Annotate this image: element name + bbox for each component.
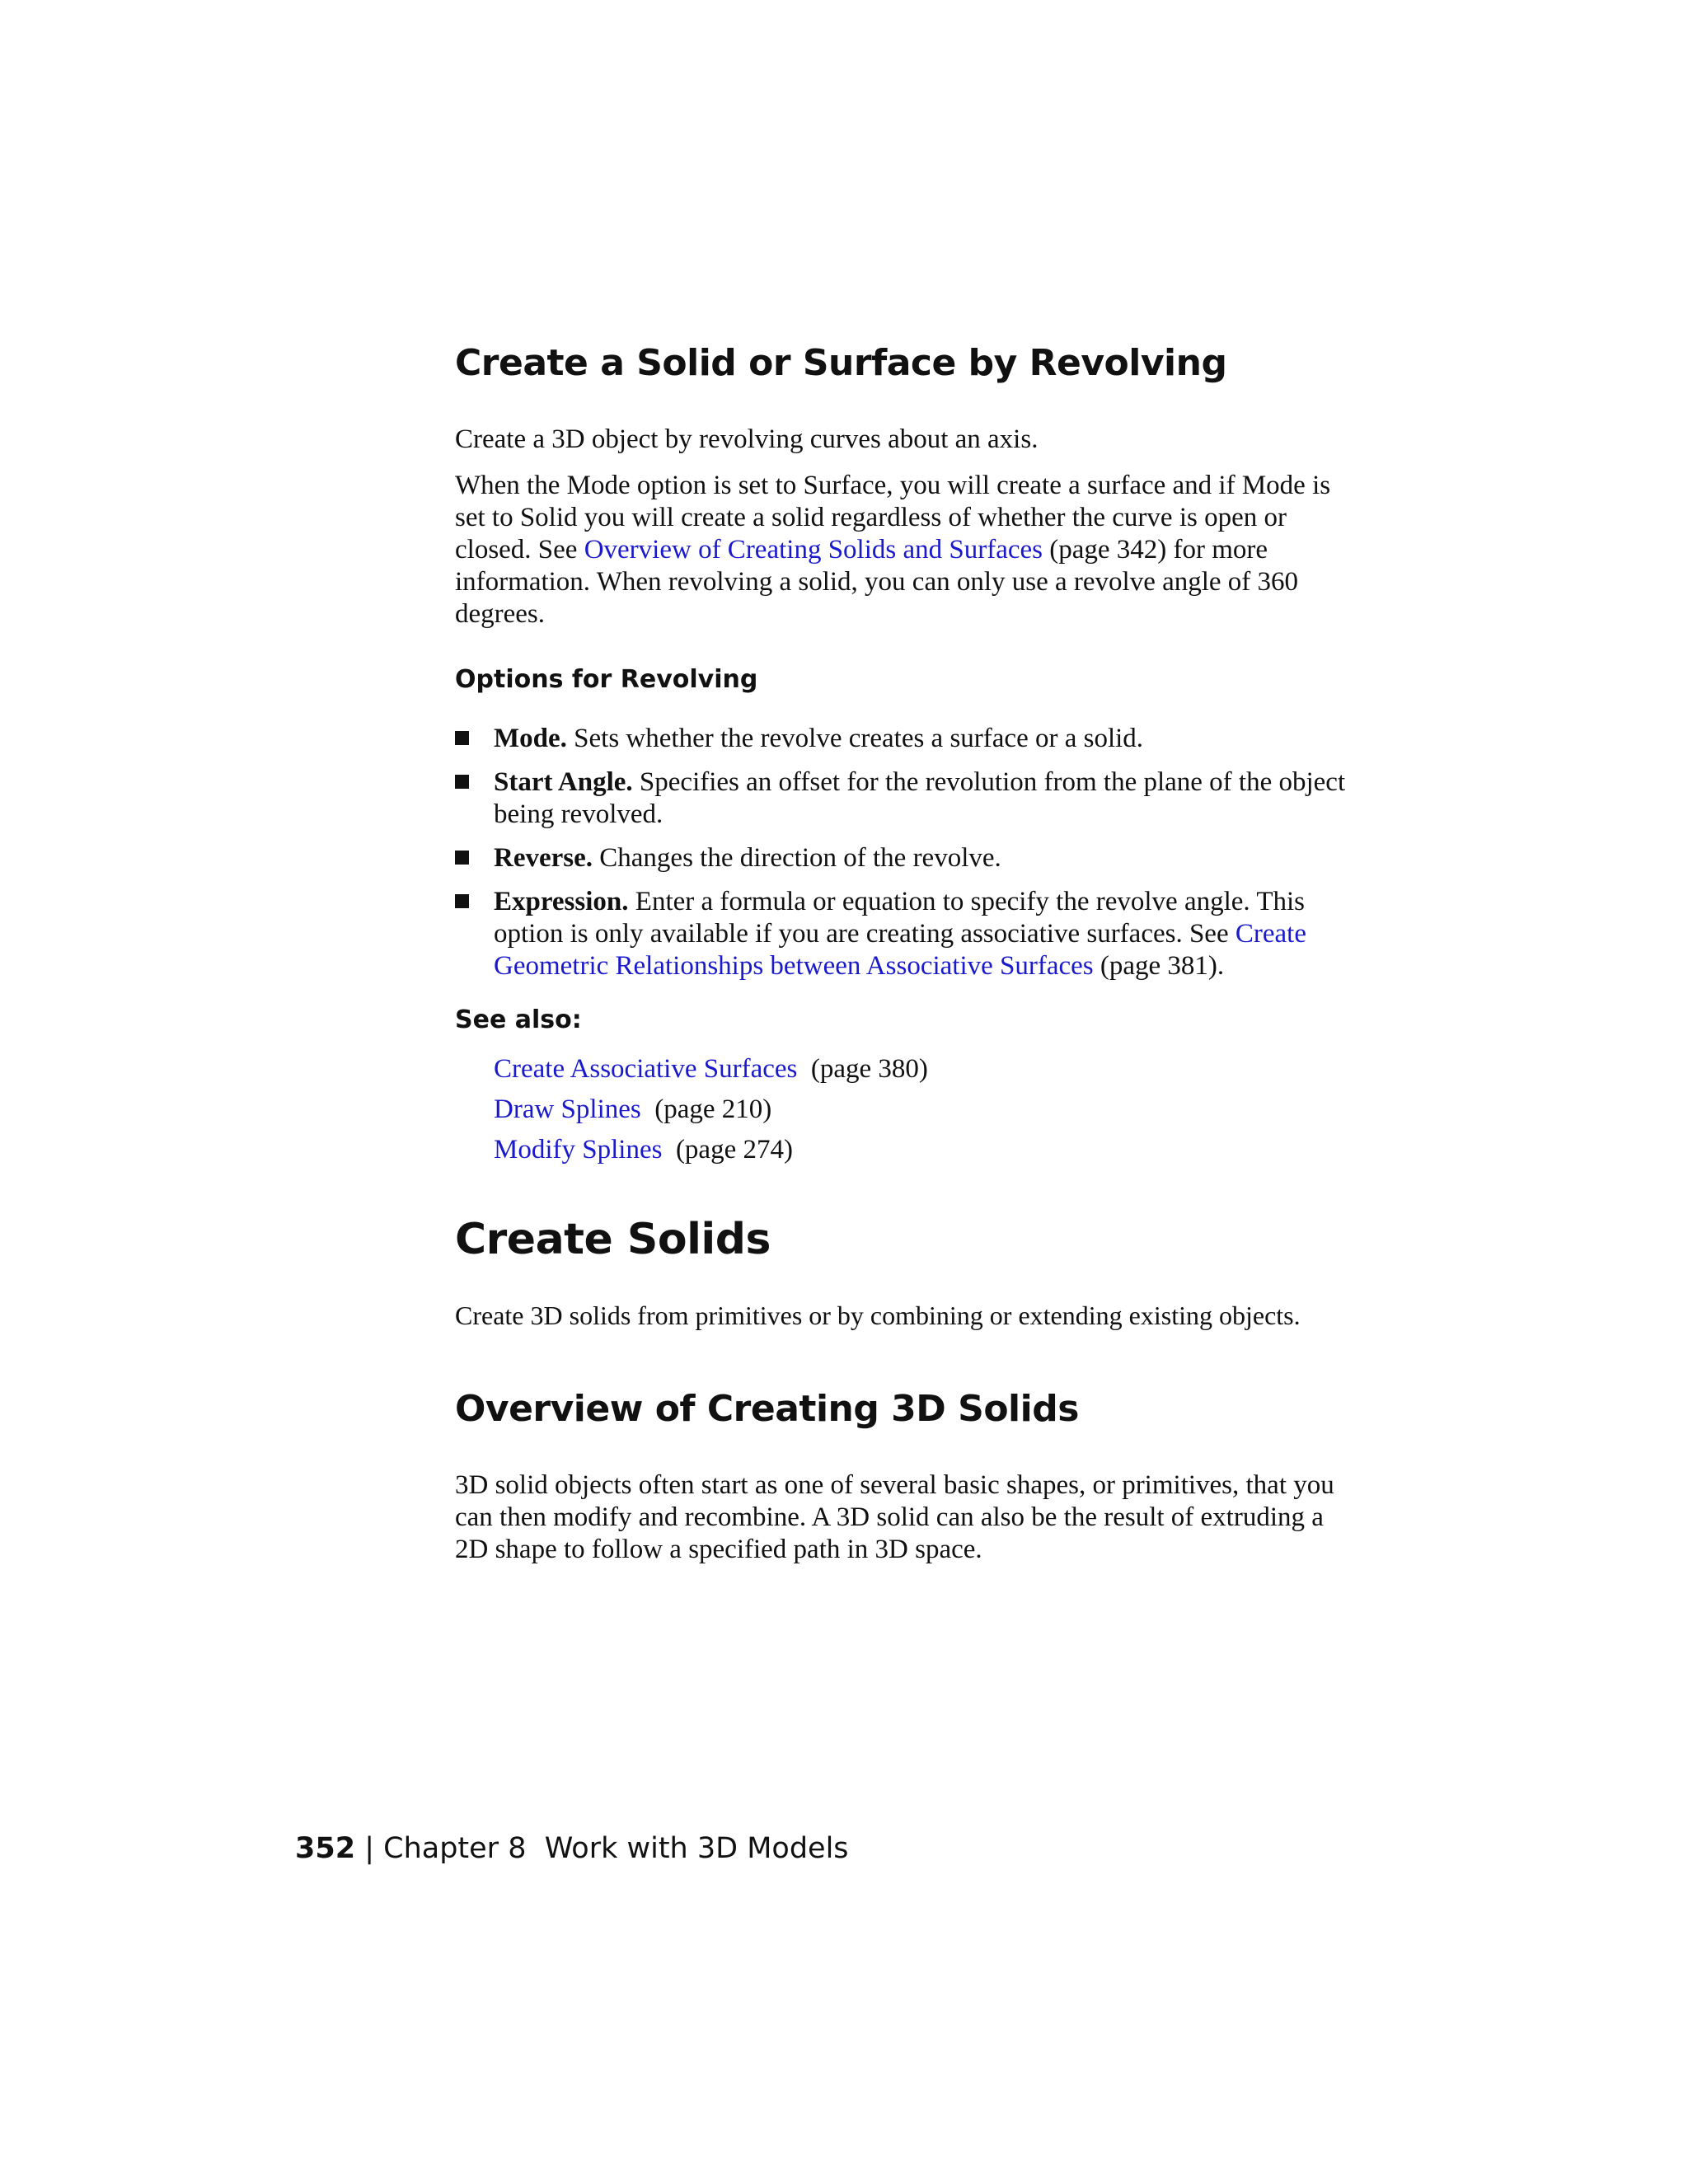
square-bullet-icon (455, 731, 469, 745)
options-heading: Options for Revolving (455, 664, 758, 694)
page-footer (295, 1831, 849, 1866)
option-item-start-angle (455, 766, 1353, 831)
see-also-heading: See also: (455, 1005, 582, 1034)
option-text: Specifies an offset for the revolution from the plane of the object being revolved. (494, 766, 1346, 829)
option-text: Sets whether the revolve creates a surface or a solid. (566, 723, 1144, 753)
options-list (455, 723, 1353, 982)
section-title-overview-3d-solids: Overview of Creating 3D Solids (455, 1388, 1079, 1431)
option-item-mode (455, 723, 1353, 755)
see-also-list (455, 1053, 1353, 1166)
see-also-page: (page 274) (675, 1134, 793, 1165)
footer-separator: | (364, 1832, 374, 1865)
overview-3d-solids-body: 3D solid objects often start as one of several basic shapes, or primitives, that you can then modify and recombine. A 3D solid can also be the result of extruding a 2D shape to follow a specified path in 3D space. (455, 1469, 1334, 1564)
see-also-item (494, 1134, 1353, 1166)
option-item-reverse (455, 842, 1353, 874)
create-solids-intro: Create 3D solids from primitives or by combining or extending existing objects. (455, 1301, 1301, 1331)
section-title-revolving: Create a Solid or Surface by Revolving (455, 342, 1227, 384)
link-overview-solids-surfaces[interactable]: Overview of Creating Solids and Surfaces (584, 534, 1043, 565)
page-number: 352 (295, 1832, 356, 1865)
square-bullet-icon (455, 894, 469, 908)
option-text-after: (page 381). (1093, 950, 1225, 981)
link-draw-splines[interactable]: Draw Splines (494, 1094, 641, 1124)
link-geometric-relationships[interactable]: Create Geometric Relationships between Associative Surfaces (494, 918, 1306, 981)
revolving-description-text-1: When the Mode option is set to Surface, you will create a surface and if Mode is set to Solid you will create a solid regardless of whether the curve is open or closed. See (455, 470, 1331, 565)
option-term: Reverse. (494, 842, 593, 873)
link-create-associative-surfaces[interactable]: Create Associative Surfaces (494, 1053, 798, 1084)
see-also-page: (page 210) (654, 1094, 772, 1124)
footer-chapter: Chapter 8 (383, 1832, 527, 1865)
option-text: Changes the direction of the revolve. (593, 842, 1001, 873)
option-term: Mode. (494, 723, 567, 753)
option-text: Enter a formula or equation to specify the revolve angle. This option is only available if you are creating associative surfaces. See (494, 886, 1305, 949)
see-also-page: (page 380) (810, 1053, 928, 1084)
revolving-description (455, 470, 1353, 630)
square-bullet-icon (455, 775, 469, 789)
see-also-item (494, 1053, 1353, 1085)
see-also-item (494, 1094, 1353, 1126)
link-modify-splines[interactable]: Modify Splines (494, 1134, 663, 1165)
square-bullet-icon (455, 851, 469, 865)
page-content (455, 342, 1353, 1566)
option-item-expression (455, 886, 1353, 982)
revolving-intro: Create a 3D object by revolving curves about an axis. (455, 424, 1039, 454)
option-term: Expression. (494, 886, 629, 916)
footer-chapter-title: Work with 3D Models (544, 1832, 849, 1865)
option-term: Start Angle. (494, 766, 633, 797)
section-title-create-solids: Create Solids (455, 1214, 771, 1264)
revolving-description-text-2: (page 342) for more information. When revolving a solid, you can only use a revolve angle of 360 degrees. (455, 534, 1299, 629)
